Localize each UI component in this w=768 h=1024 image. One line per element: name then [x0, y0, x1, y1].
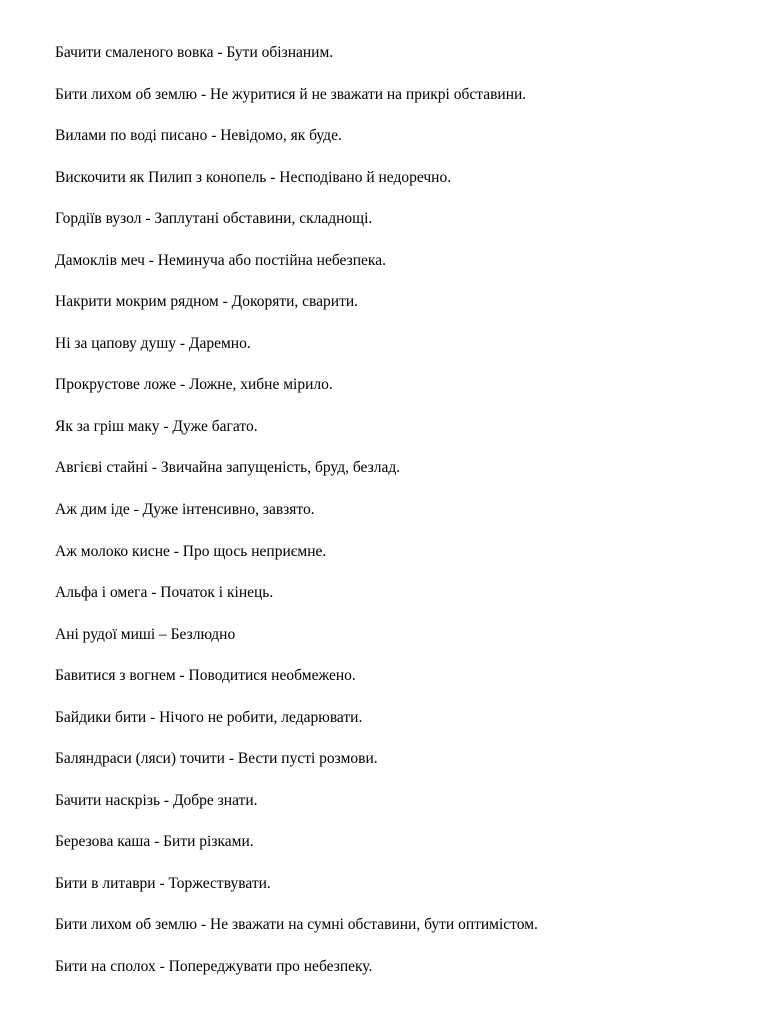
idiom-line: Бачити смаленого вовка - Бути обізнаним.	[55, 44, 334, 61]
idiom-line: Бити в литаври - Торжествувати.	[55, 874, 271, 892]
idiom-line: Дамоклів меч - Неминуча або постійна небезпека.	[55, 251, 386, 269]
idiom-line: Березова каша - Бити різками.	[55, 833, 254, 851]
idiom-line: Баляндраси (ляси) точити - Вести пусті розмови.	[55, 750, 378, 768]
idiom-line: Ані рудої миші – Безлюдно	[55, 625, 236, 643]
idiom-list	[55, 44, 755, 1000]
idiom-line: Вискочити як Пилип з конопель - Несподівано й недоречно.	[55, 168, 452, 186]
idiom-line: Гордіїв вузол - Заплутані обставини, складнощі.	[55, 210, 373, 228]
idiom-line: Прокрустове ложе - Ложне, хибне мірило.	[55, 376, 333, 394]
idiom-line: Бити лихом об землю - Не зважати на сумні обставини, бути оптимістом.	[55, 916, 538, 934]
idiom-line: Бавитися з вогнем - Поводитися необмежено.	[55, 667, 356, 685]
idiom-line: Байдики бити - Нічого не робити, ледарювати.	[55, 708, 363, 726]
idiom-line: Альфа і омега - Початок і кінець.	[55, 584, 274, 602]
idiom-line: Вилами по воді писано - Невідомо, як буде.	[55, 127, 342, 145]
idiom-line: Бачити наскрізь - Добре знати.	[55, 791, 258, 809]
idiom-line: Накрити мокрим рядном - Докоряти, сварити.	[55, 293, 359, 311]
idiom-line: Як за гріш маку - Дуже багато.	[55, 417, 258, 435]
idiom-line: Аж молоко кисне - Про щось неприємне.	[55, 542, 327, 560]
idiom-line: Ні за цапову душу - Даремно.	[55, 334, 251, 352]
idiom-line: Аж дим іде - Дуже інтенсивно, завзято.	[55, 501, 315, 519]
idiom-line: Авгієві стайні - Звичайна запущеність, бруд, безлад.	[55, 459, 401, 477]
idiom-line: Бити на сполох - Попереджувати про небезпеку.	[55, 958, 373, 976]
idiom-line: Бити лихом об землю - Не журитися й не зважати на прикрі обставини.	[55, 85, 527, 103]
